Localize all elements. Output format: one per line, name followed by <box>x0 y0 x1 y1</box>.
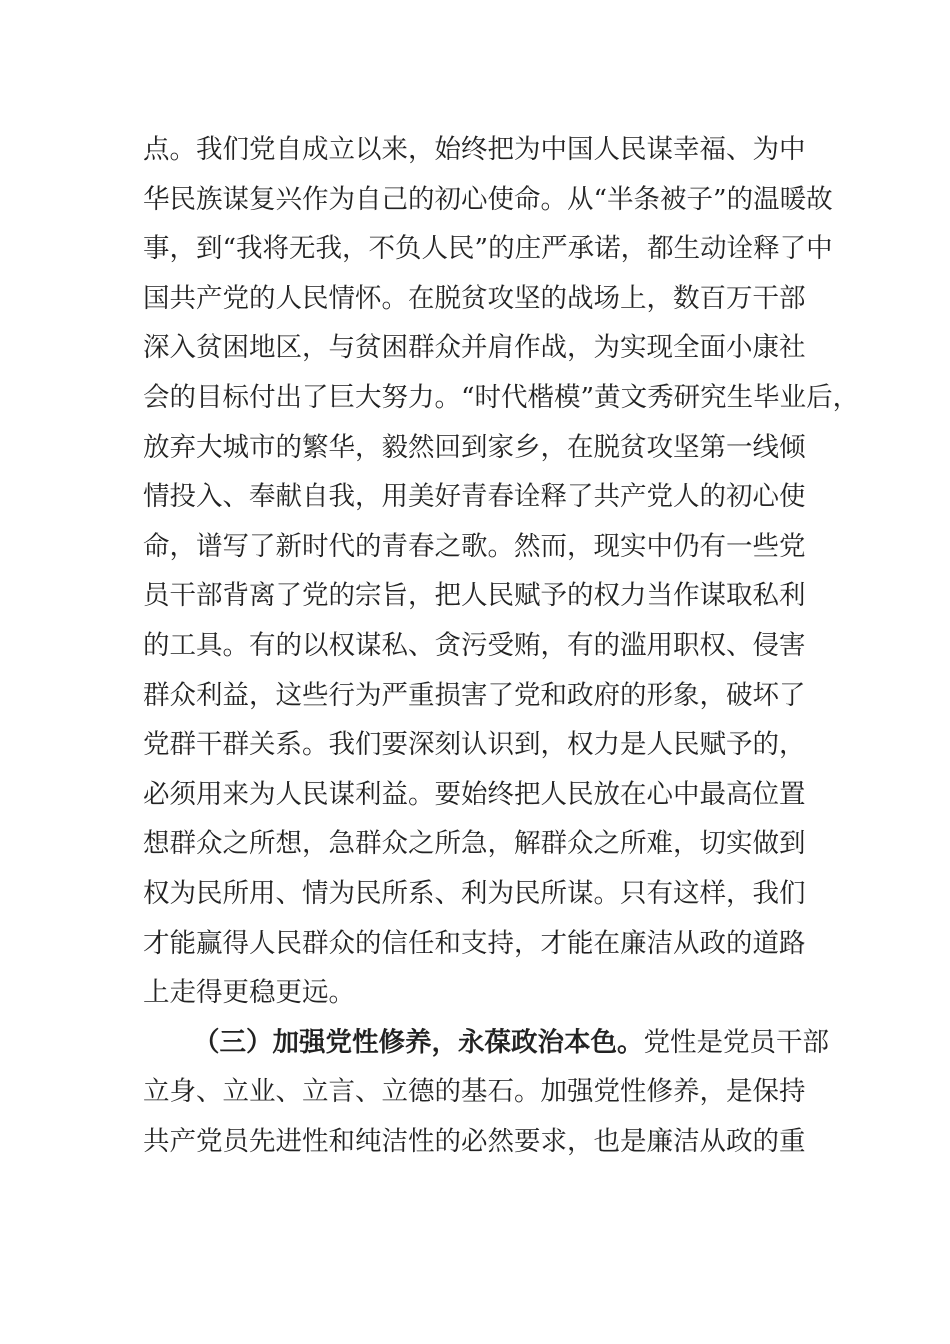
section-heading-line <box>143 1018 829 1068</box>
text-line: 命，谱写了新时代的青春之歌。然而，现实中仍有一些党 <box>143 530 806 562</box>
text-line: 群众利益，这些行为严重损害了党和政府的形象，破坏了 <box>143 679 806 711</box>
text-span: 党性是党员干部 <box>643 1026 829 1058</box>
text-line: 情投入、奉献自我，用美好青春诠释了共产党人的初心使 <box>143 481 806 513</box>
document-body <box>143 125 860 1166</box>
text-line: 必须用来为人民谋利益。要始终把人民放在心中最高位置 <box>143 778 806 810</box>
text-line: 员干部背离了党的宗旨，把人民赋予的权力当作谋取私利 <box>143 580 806 612</box>
text-line: 共产党员先进性和纯洁性的必然要求，也是廉洁从政的重 <box>143 1125 806 1157</box>
text-line: 权为民所用、情为民所系、利为民所谋。只有这样，我们 <box>143 877 806 909</box>
section-heading: （三）加强党性修养，永葆政治本色。 <box>193 1026 644 1058</box>
text-line: 华民族谋复兴作为自己的初心使命。从“半条被子”的温暖故 <box>143 183 833 215</box>
text-line: 会的目标付出了巨大努力。“时代楷模”黄文秀研究生毕业后， <box>143 381 860 413</box>
text-line: 立身、立业、立言、立德的基石。加强党性修养，是保持 <box>143 1076 806 1108</box>
text-line: 深入贫困地区，与贫困群众并肩作战，为实现全面小康社 <box>143 332 806 364</box>
text-line: 党群干群关系。我们要深刻认识到，权力是人民赋予的， <box>143 729 806 761</box>
text-line: 放弃大城市的繁华，毅然回到家乡，在脱贫攻坚第一线倾 <box>143 431 806 463</box>
text-line: 才能赢得人民群众的信任和支持，才能在廉洁从政的道路 <box>143 927 806 959</box>
text-line: 国共产党的人民情怀。在脱贫攻坚的战场上，数百万干部 <box>143 282 806 314</box>
text-line: 的工具。有的以权谋私、贪污受贿，有的滥用职权、侵害 <box>143 629 806 661</box>
text-line: 事，到“我将无我，不负人民”的庄严承诺，都生动诠释了中 <box>143 233 833 265</box>
text-line: 点。我们党自成立以来，始终把为中国人民谋幸福、为中 <box>143 134 806 165</box>
text-line: 想群众之所想，急群众之所急，解群众之所难，切实做到 <box>143 828 806 860</box>
text-line: 上走得更稳更远。 <box>143 977 355 1009</box>
